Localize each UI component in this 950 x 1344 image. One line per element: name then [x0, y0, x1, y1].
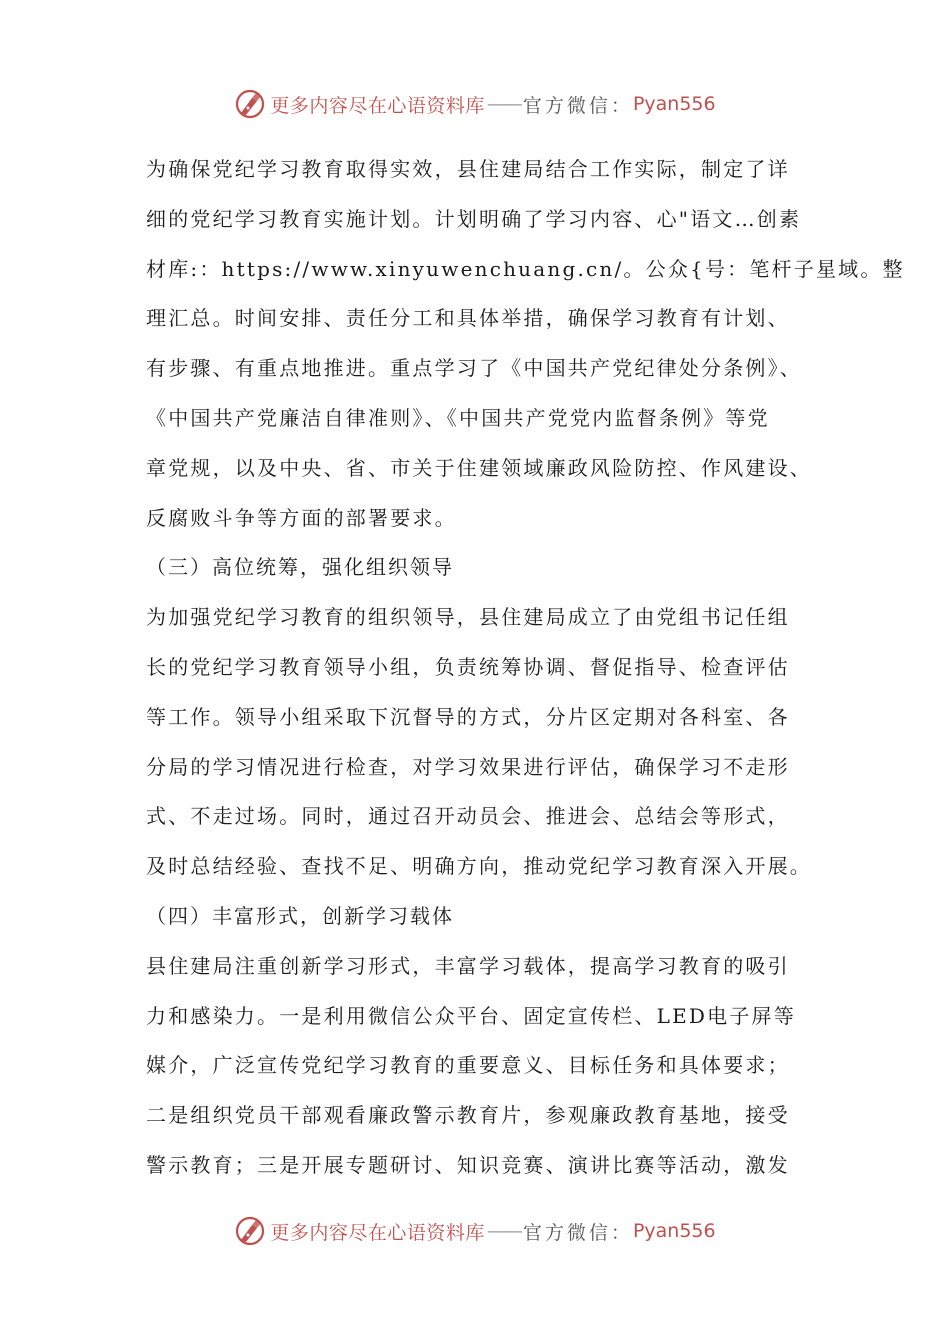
text-line: 为加强党纪学习教育的组织领导，县住建局成立了由党组书记任组 — [146, 605, 790, 630]
text-line: 县住建局注重创新学习形式，丰富学习载体，提高学习教育的吸引 — [146, 953, 790, 978]
pen-nib-circle-icon — [234, 88, 266, 120]
banner-text: 更多内容尽在心语资料库 — [270, 94, 485, 117]
banner-label: 官方微信： — [522, 94, 633, 117]
text-line: 章党规，以及中央、省、市关于住建领域廉政风险防控、作风建设、 — [146, 455, 812, 480]
text-line: 反腐败斗争等方面的部署要求。 — [146, 505, 457, 530]
text-line: 为确保党纪学习教育取得实效，县住建局结合工作实际，制定了详 — [146, 157, 790, 181]
document-body — [146, 145, 905, 1191]
section-heading: （三）高位统筹，强化组织领导 — [146, 555, 454, 580]
banner-label: 官方微信： — [522, 1221, 633, 1244]
text-line: 分局的学习情况进行检查，对学习效果进行评估，确保学习不走形 — [146, 754, 790, 779]
banner-dash: —— — [486, 1220, 521, 1242]
banner-wechat-id: Pyan556 — [632, 1220, 716, 1242]
section-heading: （四）丰富形式，创新学习载体 — [146, 903, 454, 928]
text-line: 二是组织党员干部观看廉政警示教育片，参观廉政教育基地，接受 — [146, 1103, 790, 1128]
text-line: 媒介，广泛宣传党纪学习教育的重要意义、目标任务和具体要求； — [146, 1053, 790, 1078]
text-line: 细的党纪学习教育实施计划。计划明确了学习内容、心"语文…创素 — [146, 206, 802, 231]
text-line: 式、不走过场。同时，通过召开动员会、推进会、总结会等形式， — [146, 804, 790, 829]
text-line: 及时总结经验、查找不足、明确方向，推动党纪学习教育深入开展。 — [146, 854, 812, 879]
text-line: 力和感染力。一是利用微信公众平台、固定宣传栏、LED电子屏等 — [146, 1003, 796, 1028]
text-line: 材库:：https://www.xinyuwenchuang.cn/。公众{号：笔杆子星域。整 — [146, 256, 905, 281]
text-line: 有步骤、有重点地推进。重点学习了《中国共产党纪律处分条例》、 — [146, 356, 802, 381]
pen-nib-circle-icon — [234, 1215, 266, 1247]
banner-text: 更多内容尽在心语资料库 — [270, 1221, 485, 1244]
text-line: 警示教育；三是开展专题研讨、知识竞赛、演讲比赛等活动，激发 — [146, 1152, 790, 1177]
text-line: 等工作。领导小组采取下沉督导的方式，分片区定期对各科室、各 — [146, 704, 790, 729]
header-banner — [0, 84, 950, 124]
banner-wechat-id: Pyan556 — [632, 93, 716, 115]
text-line: 长的党纪学习教育领导小组，负责统筹协调、督促指导、检查评估 — [146, 654, 790, 679]
footer-banner — [0, 1211, 950, 1251]
text-line: 《中国共产党廉洁自律准则》、《中国共产党党内监督条例》等党 — [146, 405, 770, 430]
banner-dash: —— — [486, 93, 521, 115]
text-line: 理汇总。时间安排、责任分工和具体举措，确保学习教育有计划、 — [146, 306, 790, 331]
